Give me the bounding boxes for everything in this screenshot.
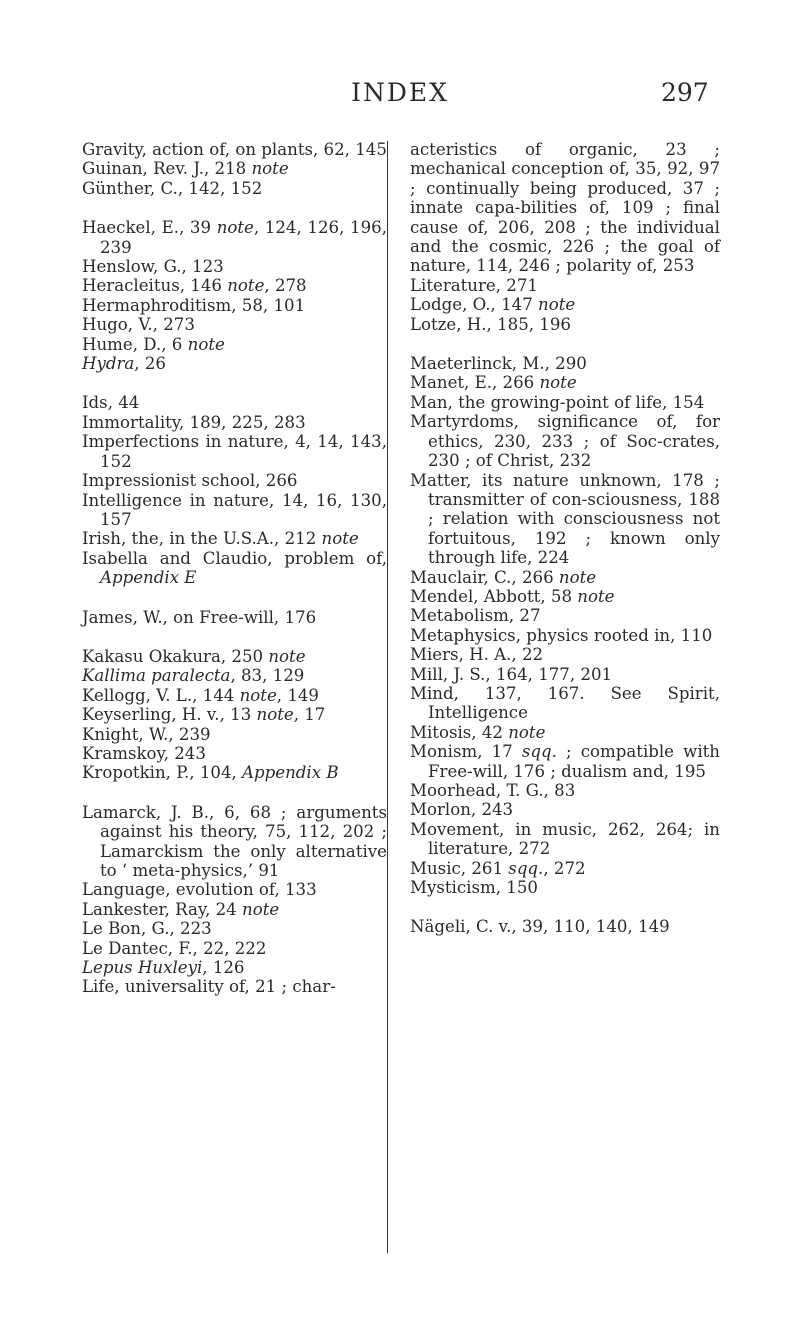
index-entry xyxy=(82,296,387,315)
index-entry-text: Isabella and Claudio, problem of, xyxy=(82,548,387,568)
index-entry-text: Knight, W., 239 xyxy=(82,724,211,744)
index-entry xyxy=(82,159,387,178)
index-entry-text: Music, 261 xyxy=(410,858,509,878)
index-entry-italic-text: Hydra xyxy=(82,354,135,374)
index-entry-text: Ids, 44 xyxy=(82,393,140,413)
index-entry xyxy=(410,471,720,568)
index-entry-text: Martyrdoms, significance of, for ethics, 230, 233 ; of Soc-crates, 230 ; of Christ, 232 xyxy=(410,412,720,471)
index-entry xyxy=(82,763,387,782)
index-entry xyxy=(410,354,720,373)
index-entry-text: Hermaphroditism, 58, 101 xyxy=(82,295,306,315)
index-entry-text: , 278 xyxy=(264,276,307,296)
index-entry-italic-text: note xyxy=(268,646,306,666)
index-entry xyxy=(82,315,387,334)
index-entry-italic-text: note xyxy=(251,159,289,179)
index-entry-text: Hume, D., 6 xyxy=(82,334,188,354)
index-entry xyxy=(410,568,720,587)
index-entry-text: , 149 xyxy=(276,685,319,705)
page-header xyxy=(0,78,800,118)
index-entry-text: Guinan, Rev. J., 218 xyxy=(82,159,252,179)
index-entry xyxy=(82,179,387,198)
index-entry-text: , 272 xyxy=(543,858,586,878)
page-title: INDEX xyxy=(351,78,449,107)
index-entry-text: Le Bon, G., 223 xyxy=(82,919,212,939)
index-entry xyxy=(82,257,387,276)
index-entry-text: Kellogg, V. L., 144 xyxy=(82,685,240,705)
index-entry xyxy=(410,626,720,645)
index-entry xyxy=(410,684,720,723)
index-entry-text: Metaphysics, physics rooted in, 110 xyxy=(410,625,713,645)
index-entry xyxy=(82,900,387,919)
index-entry xyxy=(82,471,387,490)
index-entry-text: Keyserling, H. v., 13 xyxy=(82,705,257,725)
index-entry xyxy=(82,218,387,257)
index-entry-italic-text: Appendix B xyxy=(242,763,339,783)
index-entry-text: Kropotkin, P., 104, xyxy=(82,763,243,783)
index-entry-text: Mill, J. S., 164, 177, 201 xyxy=(410,664,613,684)
index-entry xyxy=(82,608,387,627)
index-entry xyxy=(82,432,387,471)
index-entry xyxy=(82,977,387,996)
index-entry xyxy=(82,705,387,724)
index-entry-text: Literature, 271 xyxy=(410,275,538,295)
index-entry-italic-text: Kallima paralecta xyxy=(82,666,231,686)
index-entry-text: Mysticism, 150 xyxy=(410,878,538,898)
index-entry-text: Imperfections in nature, 4, 14, 143, 152 xyxy=(82,432,387,471)
index-entry-italic-text: note xyxy=(242,899,280,919)
index-entry xyxy=(82,725,387,744)
index-entry-italic-text: note xyxy=(538,295,576,315)
index-entry-italic-text: note xyxy=(216,218,254,238)
index-entry xyxy=(82,686,387,705)
index-entry xyxy=(410,587,720,606)
index-entry-text: Miers, H. A., 22 xyxy=(410,645,544,665)
index-entry-text: Gravity, action of, on plants, 62, 145 xyxy=(82,140,387,159)
index-entry-italic-text: note xyxy=(577,586,615,606)
index-entry xyxy=(82,276,387,295)
index-entry xyxy=(410,140,720,276)
index-entry-text: Maeterlinck, M., 290 xyxy=(410,354,587,374)
column-divider xyxy=(387,141,388,1253)
index-entry-text: Irish, the, in the U.S.A., 212 xyxy=(82,529,322,549)
index-entry xyxy=(82,549,387,588)
index-entry-text: Lankester, Ray, 24 xyxy=(82,899,243,919)
index-entry xyxy=(410,800,720,819)
index-entry xyxy=(82,354,387,373)
index-entry-text: acteristics of organic, 23 ; mechanical conception of, 35, 92, 97 ; continually being produced, 37 ; innate capa-bilities of, 109 ; final cause of, 206, 208 ; the individual and the cosmic, 226 ; the goal of nature, 114, 246 ; polarity of, 253 xyxy=(410,140,720,276)
index-entry-text: Heracleitus, 146 xyxy=(82,276,228,296)
index-entry xyxy=(410,276,720,295)
index-entry-italic-text: note xyxy=(508,722,546,742)
index-entry xyxy=(82,939,387,958)
index-entry-text: ; compatible with Free-will, 176 ; dualism and, 195 xyxy=(428,742,720,781)
index-entry xyxy=(410,878,720,897)
index-entry-text: Mauclair, C., 266 xyxy=(410,567,559,587)
index-entry-text: Impressionist school, 266 xyxy=(82,471,298,491)
index-entry xyxy=(82,958,387,977)
index-entry-text: Morlon, 243 xyxy=(410,800,514,820)
index-entry-text: Intelligence in nature, 14, 16, 130, 157 xyxy=(82,490,387,529)
index-entry-text: Henslow, G., 123 xyxy=(82,257,224,277)
index-entry-text: Nägeli, C. v., 39, 110, 140, 149 xyxy=(410,917,670,937)
index-entry-italic-text: sqq. xyxy=(521,742,557,762)
index-entry-text: Movement, in music, 262, 264; in literature, 272 xyxy=(410,819,720,859)
index-entry-text: Immortality, 189, 225, 283 xyxy=(82,412,306,432)
index-entry-text: , 17 xyxy=(293,705,326,725)
index-entry xyxy=(82,803,387,881)
index-column-left xyxy=(82,140,387,997)
index-entry-text: Mendel, Abbott, 58 xyxy=(410,586,578,606)
index-entry xyxy=(410,412,720,470)
index-entry-text: Monism, 17 xyxy=(410,742,522,762)
index-entry xyxy=(82,413,387,432)
index-entry-text: , 26 xyxy=(134,354,166,374)
index-entry xyxy=(410,606,720,625)
index-entry-italic-text: note xyxy=(256,705,294,725)
index-entry-text: Matter, its nature unknown, 178 ; transmitter of con-sciousness, 188 ; relation with consciousness not fortuitous, 192 ; known only through life, 224 xyxy=(410,470,720,568)
index-entry-italic-text: note xyxy=(539,373,577,393)
index-entry-italic-text: note xyxy=(227,276,265,296)
index-entry-text: Life, universality of, 21 ; char- xyxy=(82,977,336,997)
index-entry xyxy=(82,335,387,354)
index-entry xyxy=(410,723,720,742)
index-entry-text: Lodge, O., 147 xyxy=(410,295,539,315)
index-entry-text: Le Dantec, F., 22, 222 xyxy=(82,938,267,958)
index-entry xyxy=(82,647,387,666)
index-entry xyxy=(82,744,387,763)
index-entry xyxy=(410,781,720,800)
index-entry xyxy=(82,919,387,938)
index-entry-text: Moorhead, T. G., 83 xyxy=(410,781,576,800)
index-entry-text: Language, evolution of, 133 xyxy=(82,880,317,900)
index-entry-text: Mind, 137, 167. See Spirit, Intelligence xyxy=(410,683,720,723)
index-entry xyxy=(82,393,387,412)
index-entry-text: Metabolism, 27 xyxy=(410,606,541,626)
index-entry-italic-text: note xyxy=(187,334,225,354)
page-number: 297 xyxy=(661,78,709,107)
index-column-right xyxy=(410,140,720,937)
index-entry xyxy=(410,917,720,936)
index-entry xyxy=(410,315,720,334)
index-entry xyxy=(410,742,720,781)
index-entry xyxy=(82,140,387,159)
index-entry xyxy=(410,820,720,859)
index-entry-italic-text: Lepus Huxleyi xyxy=(82,958,203,978)
index-entry-text: , 126 xyxy=(202,958,245,978)
index-entry-text: Günther, C., 142, 152 xyxy=(82,178,263,198)
index-entry-text: Lotze, H., 185, 196 xyxy=(410,314,571,334)
index-entry xyxy=(82,529,387,548)
index-entry-italic-text: note xyxy=(558,567,597,587)
index-entry-text: Kramskoy, 243 xyxy=(82,743,206,763)
index-entry-text: Hugo, V., 273 xyxy=(82,315,195,335)
index-entry-text: Kakasu Okakura, 250 xyxy=(82,646,269,666)
index-entry-text: , 124, 126, 196, 239 xyxy=(100,218,387,257)
index-entry-text: Mitosis, 42 xyxy=(410,722,509,742)
index-entry-text: , 83, 129 xyxy=(230,666,305,686)
index-entry-text: James, W., on Free-will, 176 xyxy=(82,607,317,627)
index-entry xyxy=(410,393,720,412)
index-entry-italic-text: sqq. xyxy=(508,858,544,878)
index-entry-italic-text: Appendix E xyxy=(100,568,197,588)
index-entry-text: Man, the growing-point of life, 154 xyxy=(410,392,705,412)
index-entry xyxy=(410,665,720,684)
index-entry xyxy=(82,491,387,530)
index-entry-text: Manet, E., 266 xyxy=(410,373,540,393)
index-entry-text: Haeckel, E., 39 xyxy=(82,218,217,238)
index-entry xyxy=(410,295,720,314)
index-entry xyxy=(410,859,720,878)
index-entry-text: Lamarck, J. B., 6, 68 ; arguments against his theory, 75, 112, 202 ; Lamarckism the only alternative to ‘ meta-physics,’ 91 xyxy=(82,802,387,880)
index-entry xyxy=(410,373,720,392)
index-entry-italic-text: note xyxy=(321,529,359,549)
index-entry xyxy=(82,880,387,899)
index-entry xyxy=(410,645,720,664)
index-entry xyxy=(82,666,387,685)
index-entry-italic-text: note xyxy=(239,685,277,705)
